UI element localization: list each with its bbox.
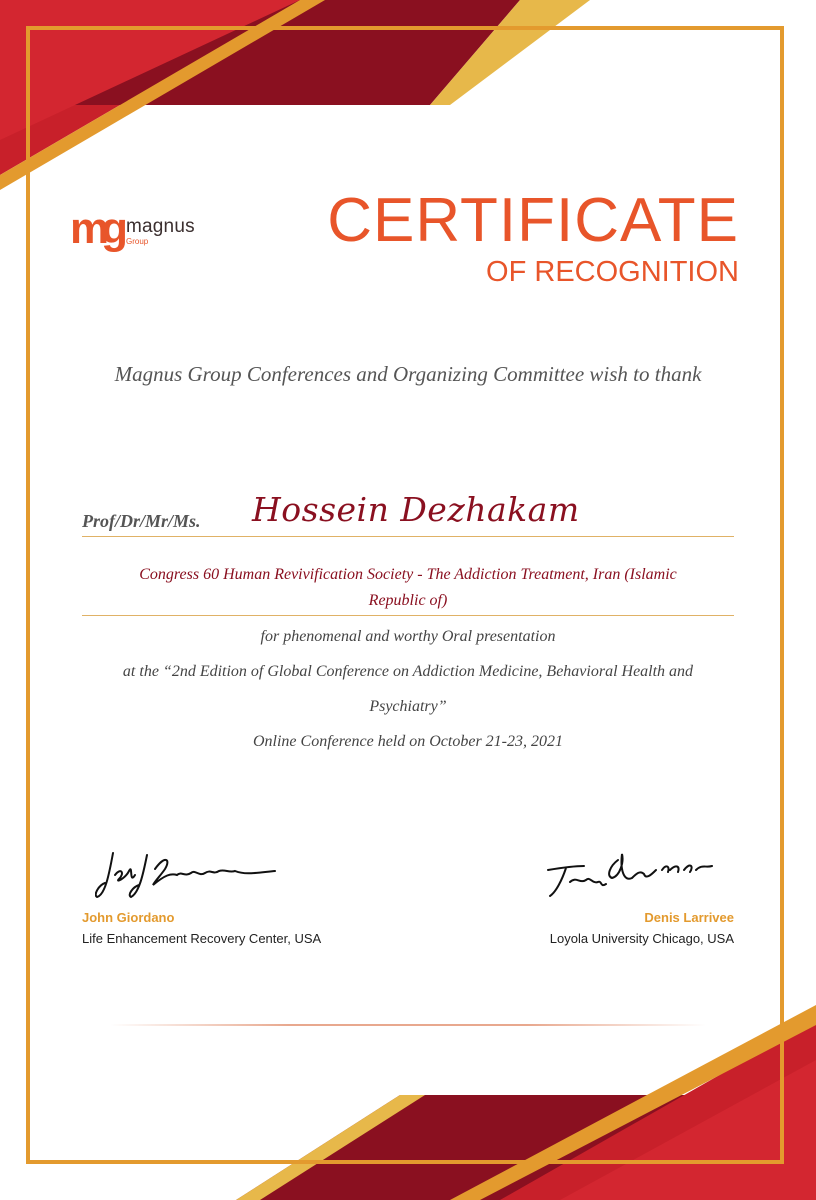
signature-denis-larrivee	[540, 840, 740, 905]
name-underline	[82, 536, 734, 537]
body-line-4: Online Conference held on October 21-23, 2021	[252, 733, 563, 750]
bottom-divider	[110, 1024, 706, 1026]
certificate-subtitle: OF RECOGNITION	[486, 256, 739, 288]
logo-mark: mg	[70, 205, 120, 253]
signer-2-name: Denis Larrivee	[644, 910, 734, 925]
affiliation-line-1: Congress 60 Human Revivification Society - The Addiction Treatment, Iran (Islamic	[139, 566, 677, 583]
signer-1-name: John Giordano	[82, 910, 175, 925]
signer-1-org: Life Enhancement Recovery Center, USA	[82, 931, 322, 946]
thanks-statement: Magnus Group Conferences and Organizing Committee wish to thank	[114, 362, 702, 386]
affiliation-line-2: Republic of)	[368, 592, 448, 609]
certificate-title: CERTIFICATE	[327, 186, 739, 255]
logo-brand-text: magnus	[126, 216, 195, 237]
body-line-2: at the “2nd Edition of Global Conference on Addiction Medicine, Behavioral Health and	[122, 663, 694, 680]
recipient-name: Hossein Dezhakam	[252, 490, 580, 529]
logo-group-text: Group	[126, 237, 149, 246]
body-line-1: for phenomenal and worthy Oral presentation	[260, 628, 556, 645]
affiliation-underline	[82, 615, 734, 616]
recipient-prefix: Prof/Dr/Mr/Ms.	[82, 511, 201, 531]
recipient-affiliation	[82, 562, 734, 614]
signer-2-org: Loyola University Chicago, USA	[549, 931, 734, 946]
body-line-3: Psychiatry”	[369, 698, 447, 715]
signature-john-giordano	[95, 845, 295, 905]
